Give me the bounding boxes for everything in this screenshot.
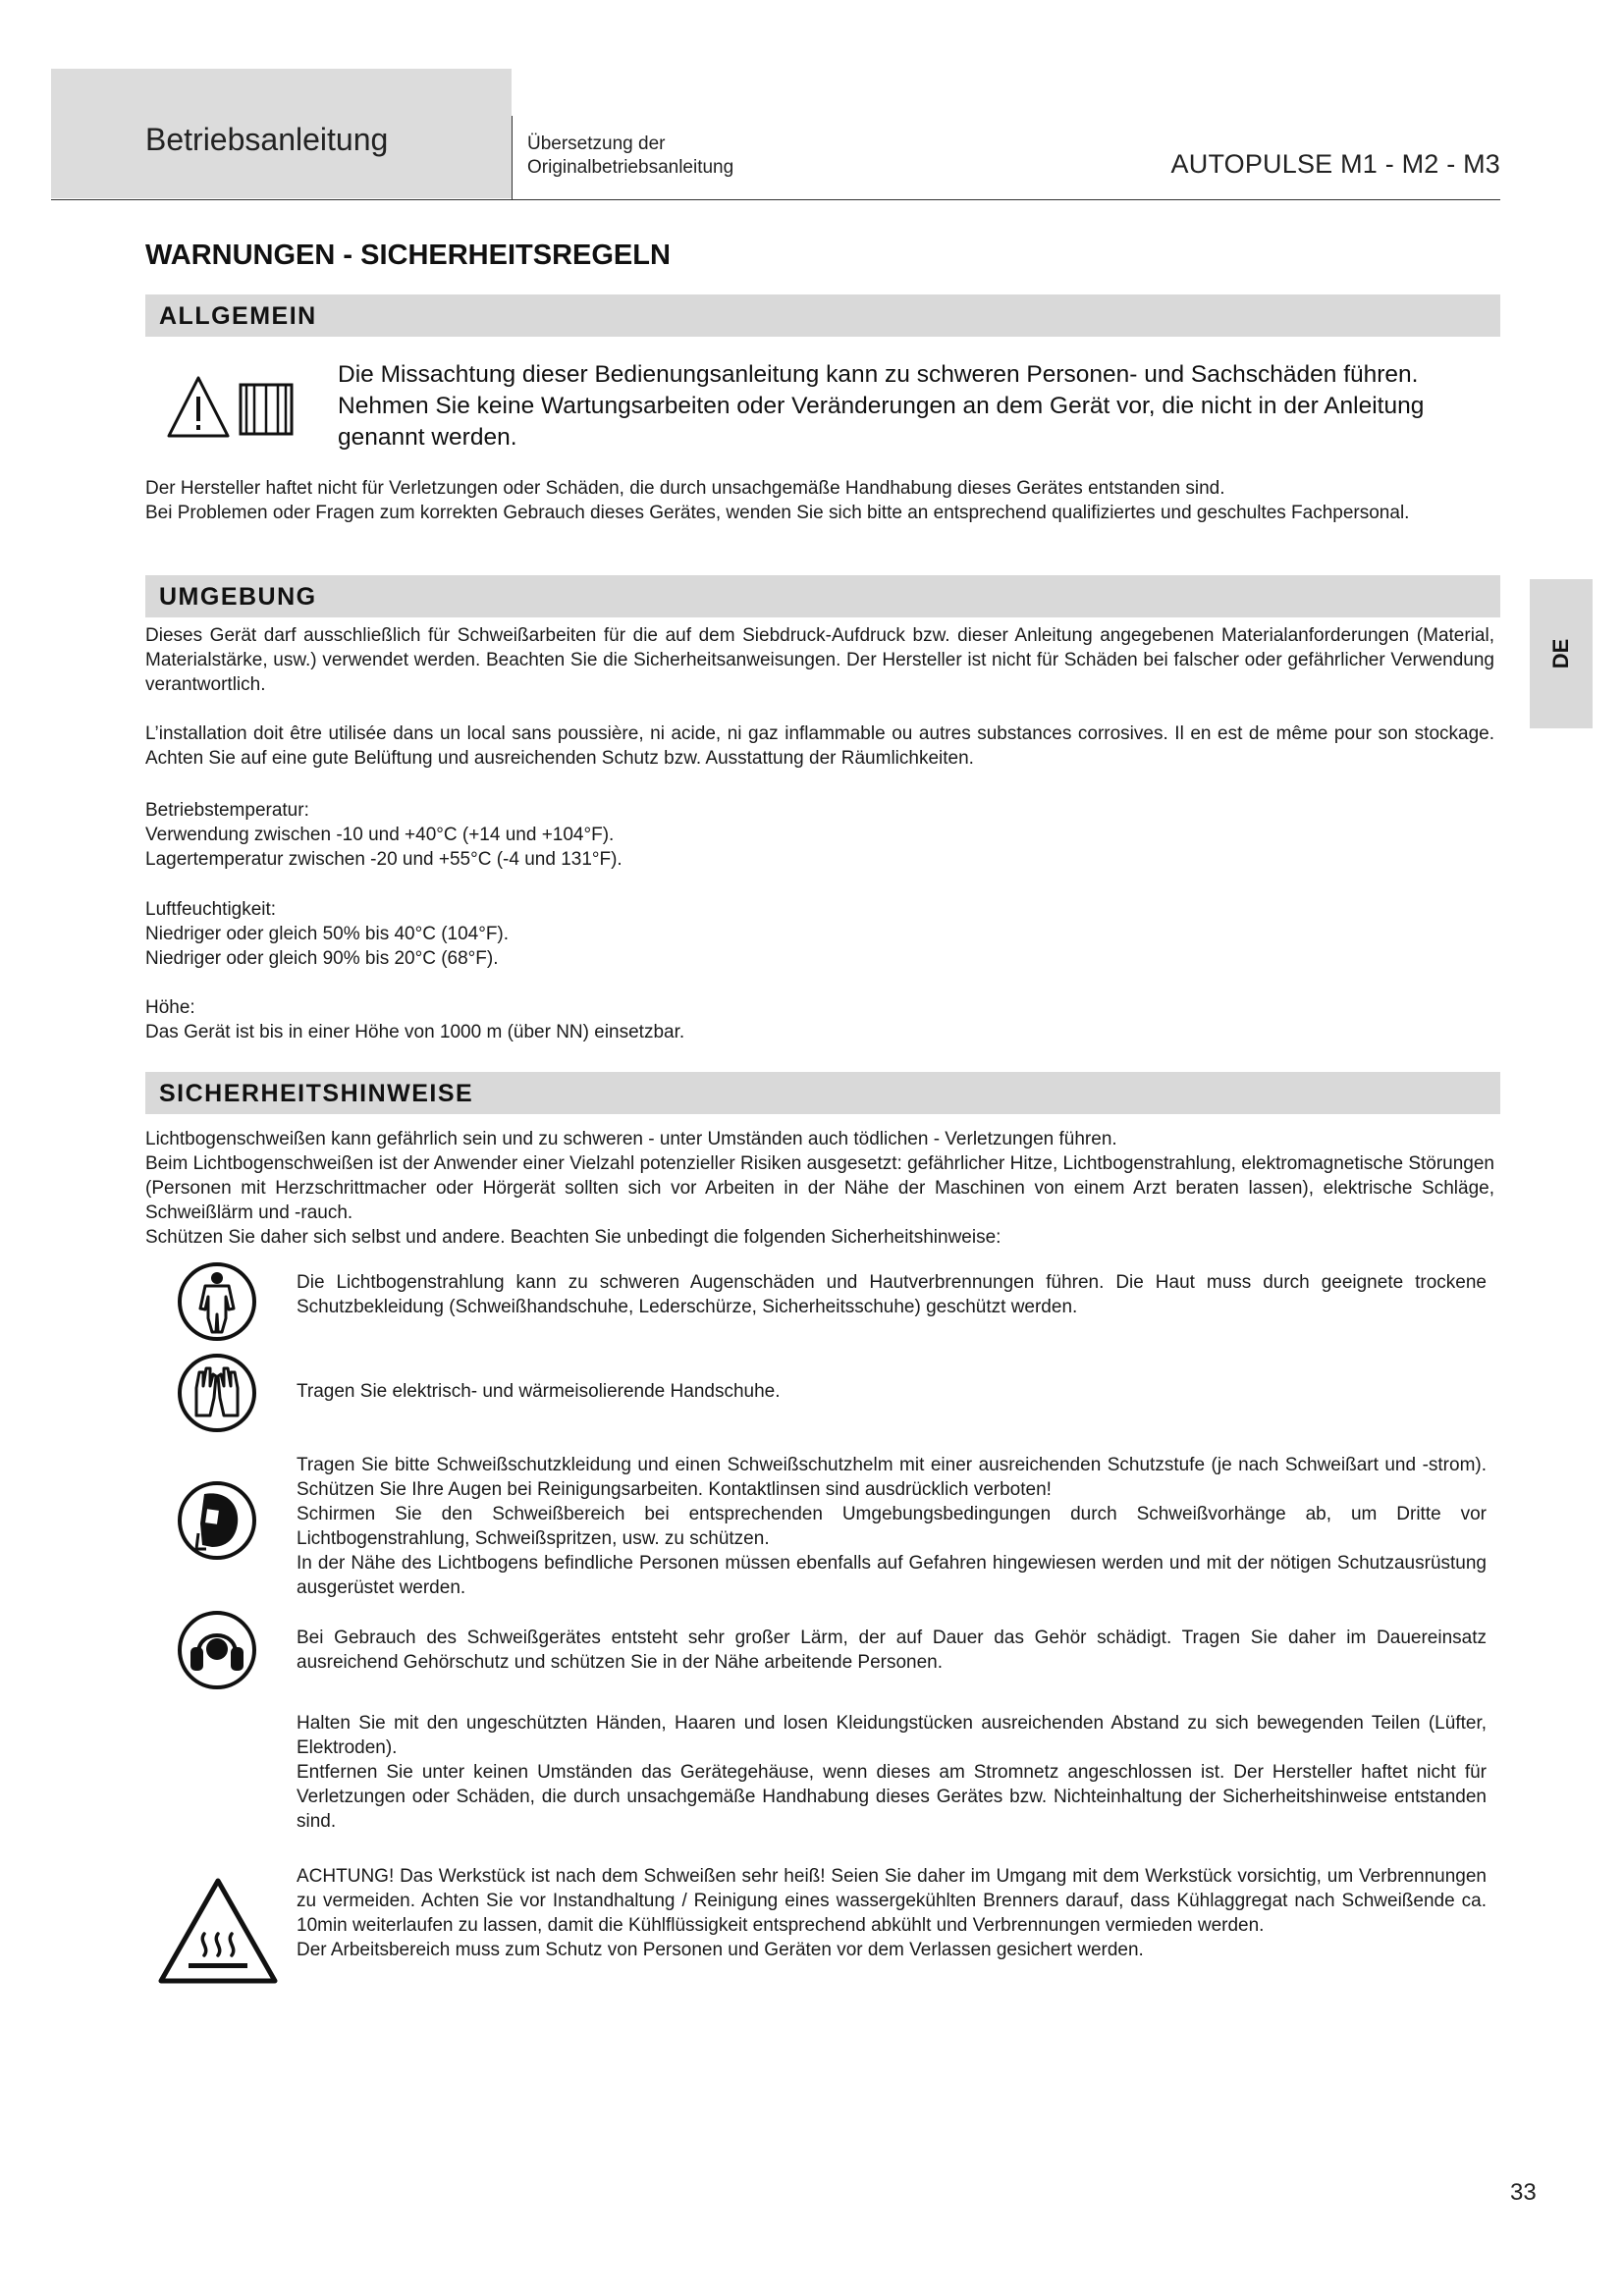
temperature-label: Betriebstemperatur: [145, 800, 309, 821]
warning-triangle-icon [169, 378, 228, 436]
liability-paragraph: Der Hersteller haftet nicht für Verletzungen oder Schäden, die durch unsachgemäße Handhabung dieses Gerätes entstanden sind. [145, 478, 1225, 499]
ear-protection-icon [177, 1610, 257, 1690]
humidity-block [145, 897, 1494, 971]
section-heading-label: SICHERHEITSHINWEISE [159, 1080, 474, 1107]
safety-intro-danger: Lichtbogenschweißen kann gefährlich sein und zu schweren - unter Umständen auch tödlichen - Verletzungen führen. [145, 1129, 1117, 1149]
manual-book-icon [241, 385, 292, 434]
hot-surface-warning-icon [157, 1877, 279, 1987]
translation-note-line2: Originalbetriebsanleitung [527, 157, 734, 178]
header-separator [512, 116, 513, 200]
hot-workpiece-warning: ACHTUNG! Das Werkstück ist nach dem Schweißen sehr heiß! Seien Sie daher im Umgang mit dem Werkstück vorsichtig, um Verbrennungen zu vermeiden. Achten Sie vor Instandhaltung / Reinigung eines wassergekühlten Brenners darauf, dass Kühlaggregat nach Schweißende ca. 10min weiterlaufen zu lassen, damit die Kühlflüssigkeit entsprechend abkühlt und Verbrennungen vermieden werden. [297, 1866, 1487, 1936]
support-paragraph: Bei Problemen oder Fragen zum korrekten Gebrauch dieses Gerätes, wenden Sie sich bitte an entsprechend qualifiziertes und geschultes Fachpersonal. [145, 503, 1410, 523]
section-heading-sicherheitshinweise [145, 1072, 1500, 1114]
humidity-label: Luftfeuchtigkeit: [145, 899, 277, 920]
page-title: WARNUNGEN - SICHERHEITSREGELN [145, 240, 671, 271]
section-heading-label: ALLGEMEIN [159, 302, 317, 330]
temperature-storage: Lagertemperatur zwischen -20 und +55°C (-4 und 131°F). [145, 849, 623, 870]
helmet-instruction-3: In der Nähe des Lichtbogens befindliche Personen müssen ebenfalls auf Gefahren hingewiesen werden und mit der nötigen Schutzausrüstung ausgerüstet werden. [297, 1553, 1487, 1598]
page-number: 33 [1510, 2179, 1537, 2206]
document-type-title: Betriebsanleitung [145, 122, 389, 157]
welding-helmet-icon [177, 1480, 257, 1561]
gloves-instruction: Tragen Sie elektrisch- und wärmeisolierende Handschuhe. [297, 1381, 781, 1402]
helmet-instruction-1: Tragen Sie bitte Schweißschutzkleidung und einen Schweißschutzhelm mit einer ausreichenden Schutzstufe (je nach Schweißart und -strom). Schützen Sie Ihre Augen bei Reinigungsarbeiten. Kontaktlinsen sind ausdrücklich verboten! [297, 1455, 1487, 1500]
safety-intro [145, 1127, 1494, 1250]
translation-note-line1: Übersetzung der [527, 133, 666, 154]
model-name: AUTOPULSE M1 - M2 - M3 [1170, 149, 1500, 179]
helmet-instructions [297, 1453, 1487, 1600]
moving-parts-instructions [297, 1711, 1487, 1834]
moving-parts-instruction: Halten Sie mit den ungeschützten Händen, Haaren und losen Kleidungstücken ausreichenden Abstand zu sich bewegenden Teilen (Lüfter, Elektroden). [297, 1713, 1487, 1758]
safety-intro-protect: Schützen Sie daher sich selbst und andere. Beachten Sie unbedingt die folgenden Sicherheitshinweise: [145, 1227, 1001, 1248]
warning-manual-icon-group [167, 375, 300, 440]
work-area-instruction: Der Arbeitsbereich muss zum Schutz von Personen und Geräten vor dem Verlassen gesichert werden. [297, 1940, 1144, 1960]
helmet-instruction-2: Schirmen Sie den Schweißbereich bei entsprechenden Umgebungsbedingungen durch Schweißvorhänge ab, um Dritte vor Lichtbogenstrahlung, Schweißspritzen, usw. zu schützen. [297, 1504, 1487, 1549]
temperature-block [145, 798, 1494, 872]
protective-gloves-icon [177, 1353, 257, 1433]
general-warning-text: Die Missachtung dieser Bedienungsanleitung kann zu schweren Personen- und Sachschäden führen. Nehmen Sie keine Wartungsarbeiten oder Veränderungen an dem Gerät vor, die nicht in der Anleitung genannt werden. [338, 361, 1425, 451]
umgebung-installation-paragraph: L’installation doit être utilisée dans un local sans poussière, ni acide, ni gaz inflammable ou autres substances corrosives. Il en est de même pour son stockage. Achten Sie auf eine gute Belüftung und ausreichenden Schutz bzw. Ausstattung der Räumlichkeiten. [145, 723, 1494, 769]
temperature-use: Verwendung zwischen -10 und +40°C (+14 und +104°F). [145, 825, 615, 845]
housing-instruction: Entfernen Sie unter keinen Umständen das Gerätegehäuse, wenn dieses am Stromnetz angeschlossen ist. Der Hersteller haftet nicht für Verletzungen oder Schäden, die durch unsachgemäße Handhabung dieses Gerätes bzw. Nichteinhaltung der Sicherheitshinweise entstanden sind. [297, 1762, 1487, 1832]
language-tab-label: DE [1548, 638, 1573, 669]
header-rule [51, 199, 1500, 200]
language-tab [1530, 579, 1593, 728]
humidity-line1: Niedriger oder gleich 50% bis 40°C (104°F). [145, 924, 510, 944]
protective-clothing-icon [177, 1261, 257, 1342]
section-heading-umgebung [145, 575, 1500, 617]
section-heading-allgemein [145, 294, 1500, 337]
section-heading-label: UMGEBUNG [159, 583, 317, 611]
noise-instruction: Bei Gebrauch des Schweißgerätes entsteht sehr großer Lärm, der auf Dauer das Gehör schädigt. Tragen Sie daher im Dauereinsatz ausreichend Gehörschutz und schützen Sie in der Nähe arbeitende Personen. [297, 1628, 1487, 1673]
clothing-instruction: Die Lichtbogenstrahlung kann zu schweren Augenschäden und Hautverbrennungen führen. Die Haut muss durch geeignete trockene Schutzbekleidung (Schweißhandschuhe, Lederschürze, Sicherheitsschuhe) geschützt werden. [297, 1272, 1487, 1317]
hot-workpiece-instructions [297, 1864, 1487, 1962]
translation-note [527, 133, 733, 180]
safety-intro-risks: Beim Lichtbogenschweißen ist der Anwender einer Vielzahl potenzieller Risiken ausgesetzt: gefährlicher Hitze, Lichtbogenstrahlung, elektromagnetische Störungen (Personen mit Herzschrittmacher oder Hörgerät sollten sich vor Arbeiten in der Nähe der Maschinen von einem Arzt beraten lassen), elektrische Schläge, Schweißlärm und -rauch. [145, 1153, 1494, 1223]
humidity-line2: Niedriger oder gleich 90% bis 20°C (68°F). [145, 948, 499, 969]
umgebung-usage-paragraph: Dieses Gerät darf ausschließlich für Schweißarbeiten für die auf dem Siebdruck-Aufdruck bzw. dieser Anleitung angegebenen Materialanforderungen (Material, Materialstärke, usw.) verwendet werden. Beachten Sie die Sicherheitsanweisungen. Der Hersteller ist nicht für Schäden bei falscher oder gefährlicher Verwendung verantwortlich. [145, 625, 1494, 695]
altitude-block [145, 995, 1494, 1044]
altitude-label: Höhe: [145, 997, 195, 1018]
allgemein-body [145, 476, 1494, 525]
altitude-text: Das Gerät ist bis in einer Höhe von 1000 m (über NN) einsetzbar. [145, 1022, 685, 1042]
